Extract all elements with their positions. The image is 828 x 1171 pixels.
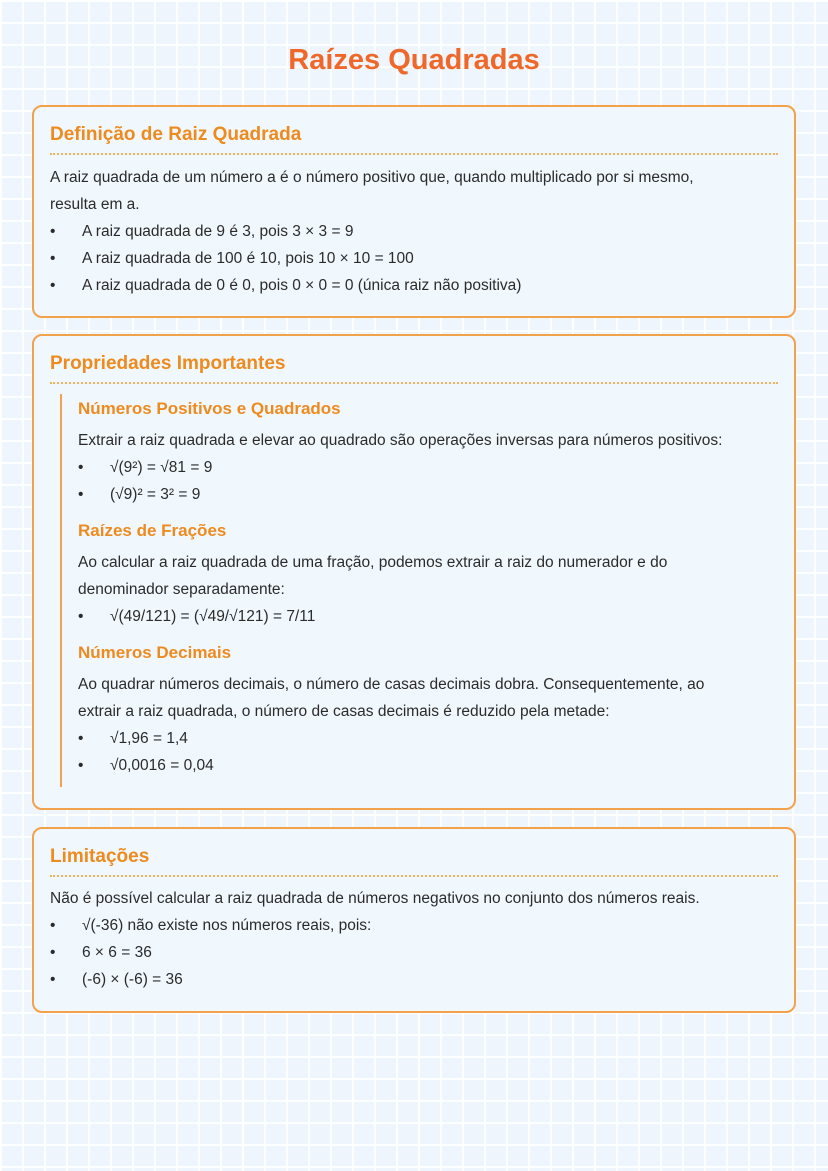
list-item: • √0,0016 = 0,04 [78,752,778,779]
subsection-text-line: Ao calcular a raiz quadrada de uma fração, podemos extrair a raiz do numerador e do [78,554,668,571]
properties-subsections [60,394,778,787]
subsection-list [78,725,778,779]
definition-examples-list [50,218,778,299]
list-item: • 6 × 6 = 36 [50,939,778,966]
limitations-card [32,827,796,1013]
list-item: • A raiz quadrada de 9 é 3, pois 3 × 3 = 9 [50,218,778,245]
list-item: • √(49/121) = (√49/√121) = 7/11 [78,603,778,630]
subsection-list [78,454,778,508]
subsection-text-line: Extrair a raiz quadrada e elevar ao quadrado são operações inversas para números positivos: [78,432,723,449]
subsection-decimals [78,640,778,779]
list-item: • √1,96 = 1,4 [78,725,778,752]
page-title: Raízes Quadradas [288,44,540,76]
limitations-list [50,912,778,993]
list-item: • (√9)² = 3² = 9 [78,481,778,508]
limitations-intro: Não é possível calcular a raiz quadrada de números negativos no conjunto dos números reais. [50,890,700,907]
list-item: • A raiz quadrada de 0 é 0, pois 0 × 0 = 0 (única raiz não positiva) [50,272,778,299]
subsection-text-line: extrair a raiz quadrada, o número de casas decimais é reduzido pela metade: [78,703,610,720]
definition-intro [50,164,778,218]
subsection-text [78,549,778,603]
list-item: • √(9²) = √81 = 9 [78,454,778,481]
properties-card [32,334,796,810]
subsection-title: Números Positivos e Quadrados [78,399,341,418]
definition-intro-line-1: A raiz quadrada de um número a é o número positivo que, quando multiplicado por si mesmo, [50,169,694,186]
definition-card [32,105,796,318]
limitations-title: Limitações [50,829,778,877]
subsection-text-line: denominador separadamente: [78,581,285,598]
subsection-text [78,671,778,725]
subsection-text-line: Ao quadrar números decimais, o número de casas decimais dobra. Consequentemente, ao [78,676,705,693]
subsection-positive-squares [78,394,778,508]
list-item: • (-6) × (-6) = 36 [50,966,778,993]
subsection-fractions [78,518,778,630]
subsection-title: Raízes de Frações [78,521,227,540]
definition-title: Definição de Raiz Quadrada [50,107,778,155]
subsection-title: Números Decimais [78,643,232,662]
subsection-text [78,427,778,454]
subsection-list [78,603,778,630]
list-item: • √(-36) não existe nos números reais, pois: [50,912,778,939]
properties-title: Propriedades Importantes [50,336,778,384]
list-item: • A raiz quadrada de 100 é 10, pois 10 × 10 = 100 [50,245,778,272]
definition-intro-line-2: resulta em a. [50,196,140,213]
